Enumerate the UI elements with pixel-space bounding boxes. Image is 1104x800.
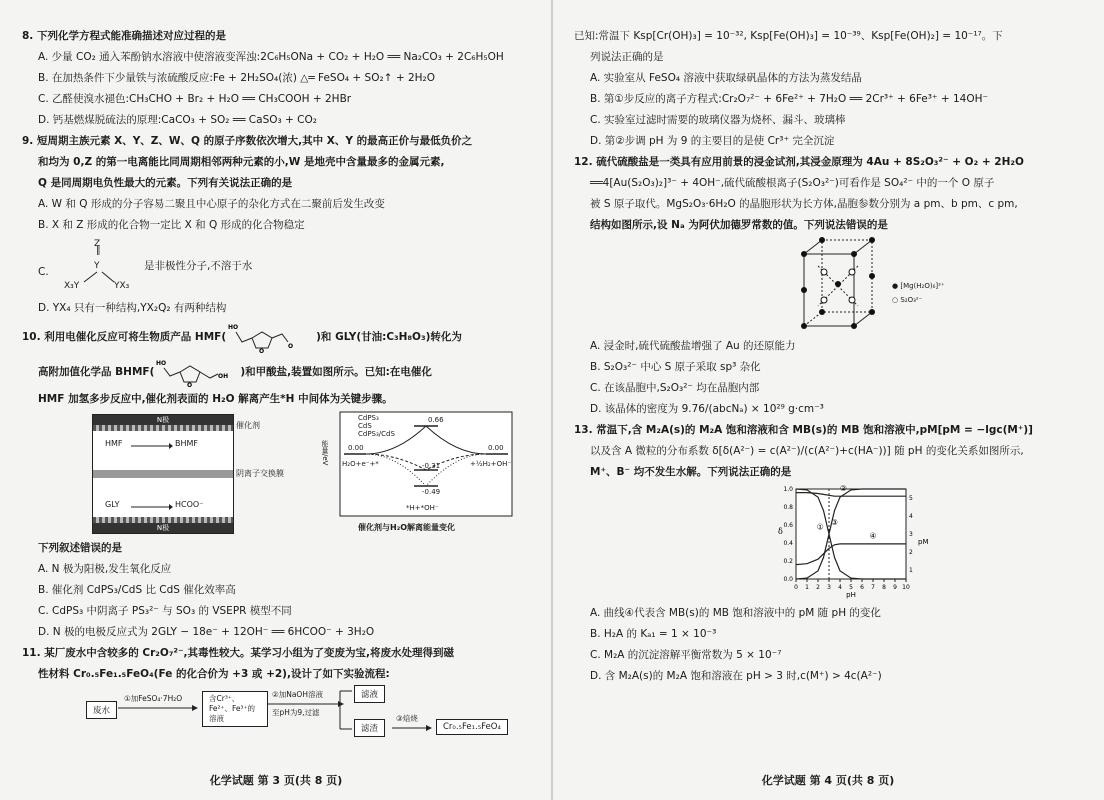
flow-branch-lines (332, 687, 352, 733)
flow-mixed-solution: 含Cr³⁺、Fe²⁺、Fe³⁺的溶液 (202, 691, 268, 727)
energy-right-label: +½H₂+OH⁻ (470, 460, 512, 468)
electrode-top-label: N极 (156, 416, 170, 424)
hmf-structure-icon (226, 320, 316, 354)
svg-text:O: O (288, 343, 294, 350)
q10-stem-2a: 高附加值化学品 BHMF( (38, 365, 155, 378)
x-tick-label: 5 (849, 584, 853, 591)
y-left-tick-label: 1.0 (783, 486, 793, 493)
crystal-legend-mg-text: [Mg(H₂O)₆]²⁺ (900, 282, 945, 290)
q10-option-d: D. N 极的电极反应式为 2GLY − 18e⁻ + 12OH⁻ ══ 6HCOO⁻ + 3H₂O (38, 626, 375, 638)
energy-bottom-label: *H+*OH⁻ (406, 504, 439, 512)
q12-stem-3: 被 S 原子取代。MgS₂O₃·6H₂O 的晶胞形状为长方体,晶胞参数分别为 a pm、b pm、c pm, (590, 198, 1018, 210)
q9-option-b: B. X 和 Z 形成的化合物一定比 X 和 Q 形成的化合物稳定 (38, 219, 305, 231)
energy-value-mid: -0.31 (422, 462, 441, 470)
energy-value-low: -0.49 (422, 488, 441, 496)
flow-step2a: ②加NaOH溶液 (272, 690, 323, 699)
legend-cds: CdS (358, 422, 372, 430)
q12-option-c: C. 在该晶胞中,S₂O₃²⁻ 均在晶胞内部 (590, 382, 760, 394)
anion-exchange-membrane (93, 470, 233, 478)
electrode-top (93, 415, 233, 425)
q13-option-d: D. 含 M₂A(s)的 M₂A 饱和溶液在 pH > 3 时,c(M⁺) > 4c(A²⁻) (590, 670, 882, 682)
flow-filtrate: 滤液 (354, 685, 385, 703)
membrane-label: 阴离子交换膜 (236, 469, 284, 478)
y-right-tick-label: 1 (909, 567, 913, 574)
q13-stem-2: 以及含 A 微粒的分布系数 δ[δ(A²⁻) = c(A²⁻)/(c(A²⁻)+c(HA⁻))] 随 pH 的变化关系如图所示, (590, 445, 1024, 457)
y-left-tick-label: 0.6 (783, 522, 793, 529)
bhmf-label: BHMF (175, 439, 199, 448)
flow-arrow-3 (392, 723, 432, 733)
x-tick-label: 0 (794, 584, 798, 591)
crystal-legend-mg (892, 282, 945, 290)
q10-stem-2 (22, 355, 538, 389)
page-4-footer: 化学试题 第 4 页(共 8 页) (761, 774, 895, 787)
q12-stem-2: ══4[Au(S₂O₃)₂]³⁻ + 4OH⁻,硫代硫酸根离子(S₂O₃²⁻)可看作是 SO₄²⁻ 中的一个 O 原子 (590, 177, 995, 189)
y-right-axis-label: pM (918, 538, 929, 546)
svg-text:HO: HO (228, 324, 239, 331)
curve-label: ③ (830, 518, 839, 527)
q11-option-a: A. 实验室从 FeSO₄ 溶液中获取绿矾晶体的方法为蒸发结晶 (590, 72, 862, 84)
q13-option-a: A. 曲线④代表含 MB(s)的 MB 饱和溶液中的 pM 随 pH 的变化 (590, 607, 881, 619)
x-tick-label: 8 (882, 584, 886, 591)
x-tick-label: 4 (838, 584, 842, 591)
flow-step2b: 至pH为9,过滤 (272, 708, 320, 717)
q10-figures (22, 410, 538, 538)
crystal-cell-diagram (794, 236, 884, 334)
q9-option-c-text: 是非极性分子,不溶于水 (144, 260, 253, 272)
legend-cdps3-cds: CdPS₃/CdS (358, 430, 395, 438)
q11-option-d: D. 第②步调 pH 为 9 的主要目的是使 Cr³⁺ 完全沉淀 (590, 135, 835, 147)
energy-left-label: H₂O+e⁻+* (342, 460, 379, 468)
hcoo-label: HCOO⁻ (175, 500, 204, 509)
q11-cont-line-2: 列说法正确的是 (590, 51, 664, 63)
q12-option-d: D. 该晶体的密度为 9.76/(abcNₐ) × 10²⁹ g·cm⁻³ (590, 403, 824, 415)
q9-stem-1: 9. 短周期主族元素 X、Y、Z、W、Q 的原子序数依次增大,其中 X、Y 的最高正价与最低负价之 (22, 135, 473, 147)
q10-stem-1 (22, 319, 538, 355)
x-tick-label: 9 (893, 584, 897, 591)
flow-step3: ③焙烧 (396, 714, 418, 723)
catalyst-label: 催化剂 (236, 421, 260, 430)
y-right-tick-label: 5 (909, 495, 913, 502)
electrode-bottom (93, 523, 233, 533)
page-4 (552, 0, 1104, 800)
q8-option-d: D. 钙基燃煤脱硫法的原理:CaCO₃ + SO₂ ══ CaSO₃ + CO₂ (38, 114, 317, 126)
q13-option-c: C. M₂A 的沉淀溶解平衡常数为 5 × 10⁻⁷ (590, 649, 782, 661)
q10-stem-1b: )和 GLY(甘油:C₃H₈O₃)转化为 (316, 330, 462, 343)
q10-stem-3: HMF 加氢多步反应中,催化剂表面的 H₂O 解离产生*H 中间体为关键步骤。 (38, 393, 393, 405)
q11-option-b: B. 第①步反应的离子方程式:Cr₂O₇²⁻ + 6Fe²⁺ + 7H₂O ══ 2Cr³⁺ + 6Fe³⁺ + 14OH⁻ (590, 93, 989, 105)
q11-cont-line-1: 已知:常温下 Ksp[Cr(OH)₃] = 10⁻³², Ksp[Fe(OH)₃] = 10⁻³⁹、Ksp[Fe(OH)₂] = 10⁻¹⁷。下 (574, 30, 1003, 42)
q13-distribution-chart (770, 483, 940, 603)
filled-circle-icon: ● (892, 282, 899, 290)
q8-stem: 8. 下列化学方程式能准确描述对应过程的是 (22, 30, 226, 42)
x-tick-label: 2 (816, 584, 820, 591)
q11-stem-2: 性材料 Cr₀.₅Fe₁.₅FeO₄(Fe 的化合价为 +3 或 +2),设计了如下实验流程: (38, 668, 390, 680)
energy-diagram (318, 410, 518, 538)
y-left-tick-label: 0.8 (783, 504, 793, 511)
page-3-footer: 化学试题 第 3 页(共 8 页) (209, 774, 343, 787)
crystal-legend-s2o3-text: S₂O₃²⁻ (900, 296, 923, 304)
svg-text:HO: HO (156, 360, 167, 367)
x-tick-label: 1 (805, 584, 809, 591)
bhmf-structure-icon (154, 356, 240, 388)
energy-caption: 催化剂与H₂O解离能量变化 (358, 523, 455, 532)
crystal-legend-s2o3 (892, 296, 922, 304)
q11-option-c: C. 实验室过滤时需要的玻璃仪器为烧杯、漏斗、玻璃棒 (590, 114, 846, 126)
q12-option-a: A. 浸金时,硫代硫酸盐增强了 Au 的还原能力 (590, 340, 796, 352)
q8-option-c: C. 乙醛使溴水褪色:CH₃CHO + Br₂ + H₂O ══ CH₃COOH + 2HBr (38, 93, 352, 105)
q8-option-a: A. 少量 CO₂ 通入苯酚钠水溶液中使溶液变浑浊:2C₆H₅ONa + CO₂ + H₂O ══ Na₂CO₃ + 2C₆H₅OH (38, 51, 504, 63)
q13-option-b: B. H₂A 的 Kₐ₁ = 1 × 10⁻³ (590, 628, 717, 640)
x-tick-label: 7 (871, 584, 875, 591)
curve-label: ② (839, 483, 847, 493)
flow-step1: ①加FeSO₄·7H₂O (124, 694, 183, 703)
energy-legend (358, 414, 395, 438)
q9-struct-y: Y (94, 261, 100, 271)
q10-prompt: 下列叙述错误的是 (38, 542, 122, 554)
flow-waste: 废水 (86, 701, 117, 719)
electrolysis-cell (92, 414, 234, 534)
q9-option-c (22, 236, 538, 298)
gly-label: GLY (105, 500, 120, 509)
curve-label: ① (816, 522, 824, 532)
energy-ylabel: 能量/eV (321, 440, 329, 466)
open-circle-icon: ○ (892, 296, 899, 304)
q11-flowchart (22, 685, 538, 737)
arrow-hmf-bhmf (129, 441, 173, 451)
energy-value-start: 0.00 (348, 444, 364, 452)
q10-option-c: C. CdPS₃ 中阴离子 PS₃²⁻ 与 SO₃ 的 VSEPR 模型不同 (38, 605, 292, 617)
legend-cdps3: CdPS₃ (358, 414, 379, 422)
q9-struct-z: Z (94, 239, 101, 249)
y-right-tick-label: 3 (909, 531, 913, 538)
q9-option-c-label: C. (38, 266, 49, 278)
y-right-tick-label: 2 (909, 549, 913, 556)
arrow-gly-hcoo (129, 502, 173, 512)
q10-stem-1a: 10. 利用电催化反应可将生物质产品 HMF( (22, 330, 227, 343)
q9-option-d: D. YX₄ 只有一种结构,YX₂Q₂ 有两种结构 (38, 302, 227, 314)
q10-option-a: A. N 极为阳极,发生氧化反应 (38, 563, 172, 575)
flow-residue: 滤渣 (354, 719, 385, 737)
y-left-axis-label: δ (778, 527, 783, 536)
q12-crystal-figure (574, 236, 1088, 336)
flow-arrow-1 (118, 703, 198, 713)
curve-label: ④ (869, 531, 877, 541)
svg-text:OH: OH (218, 373, 229, 380)
y-left-tick-label: 0.4 (783, 540, 793, 547)
q9-struct-yx3: YX₃ (114, 281, 130, 291)
q9-option-a: A. W 和 Q 形成的分子容易二聚且中心原子的杂化方式在二聚前后发生改变 (38, 198, 385, 210)
q9-struct-double-bond: ‖ (96, 246, 101, 256)
x-tick-label: 10 (902, 584, 910, 591)
hmf-label: HMF (105, 439, 123, 448)
q9-stem-3: Q 是同周期电负性最大的元素。下列有关说法正确的是 (38, 177, 293, 189)
svg-text:O: O (187, 382, 193, 388)
electrode-bottom-label: N极 (156, 524, 170, 532)
x-tick-label: 3 (827, 584, 831, 591)
q13-stem-3: M⁺、B⁻ 均不发生水解。下列说法正确的是 (590, 466, 792, 478)
y-left-tick-label: 0.0 (783, 576, 793, 583)
svg-text:O: O (259, 348, 265, 354)
y-left-tick-label: 0.2 (783, 558, 793, 565)
q13-stem-1: 13. 常温下,含 M₂A(s)的 M₂A 饱和溶液和含 MB(s)的 MB 饱和溶液中,pM[pM = −lgc(M⁺)] (574, 424, 1033, 436)
energy-value-peak: 0.66 (428, 416, 444, 424)
q9-stem-2: 和均为 0,Z 的第一电离能比同周期相邻两种元素的小,W 是地壳中含量最多的金属元素, (38, 156, 445, 168)
chart-frame (796, 489, 906, 579)
energy-value-end: 0.00 (488, 444, 504, 452)
q9-struct-x3y: X₃Y (64, 281, 80, 291)
q13-chart-wrap (574, 483, 1088, 603)
y-right-tick-label: 4 (909, 513, 913, 520)
q8-option-b: B. 在加热条件下少量铁与浓硫酸反应:Fe + 2H₂SO₄(浓) △═ FeSO₄ + SO₂↑ + 2H₂O (38, 72, 435, 84)
q12-stem-1: 12. 硫代硫酸盐是一类具有应用前景的浸金试剂,其浸金原理为 4Au + 8S₂O₃²⁻ + O₂ + 2H₂O (574, 156, 1024, 168)
q10-stem-2b: )和甲酸盐,装置如图所示。已知:在电催化 (240, 365, 432, 378)
q12-option-b: B. S₂O₃²⁻ 中心 S 原子采取 sp³ 杂化 (590, 361, 761, 373)
q11-stem-1: 11. 某厂废水中含较多的 Cr₂O₇²⁻,其毒性较大。某学习小组为了变废为宝,将废水处理得到磁 (22, 647, 455, 659)
flow-product: Cr₀.₅Fe₁.₅FeO₄ (436, 719, 508, 735)
q10-option-b: B. 催化剂 CdPS₃/CdS 比 CdS 催化效率高 (38, 584, 236, 596)
x-axis-label: pH (846, 591, 856, 599)
catalyst-layer-top (93, 425, 233, 431)
x-tick-label: 6 (860, 584, 864, 591)
q12-stem-4: 结构如图所示,设 Nₐ 为阿伏加德罗常数的值。下列说法错误的是 (590, 219, 888, 231)
